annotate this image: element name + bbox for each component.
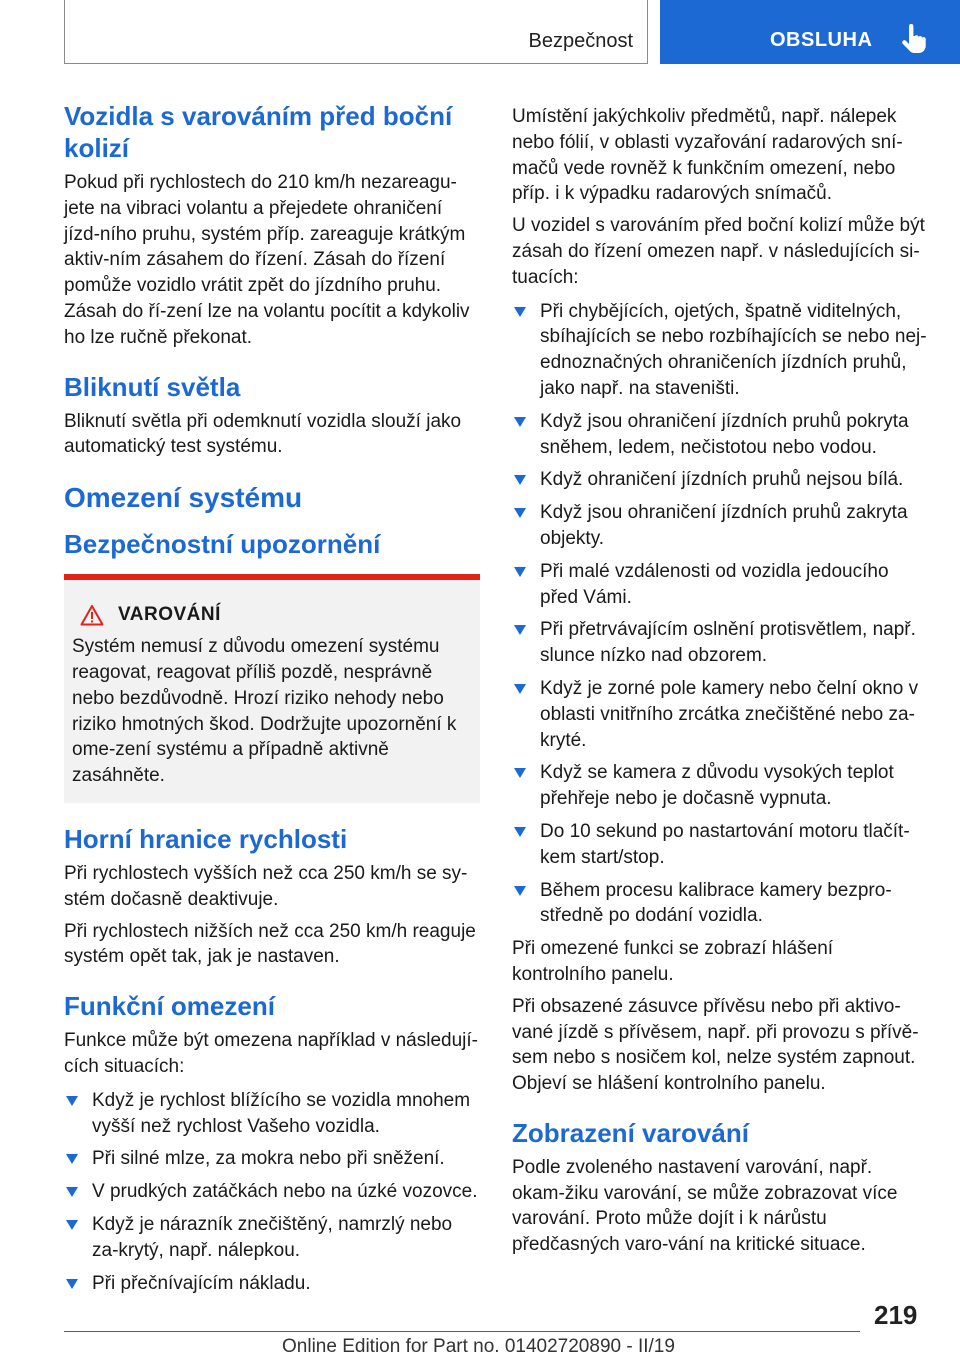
bullet-triangle-icon (514, 625, 526, 635)
list-item (64, 1179, 480, 1205)
list-item-text: Když se kamera z důvodu vysokých teplot přehřeje nebo je dočasně vypnuta. (540, 762, 894, 810)
list-item-text: Při přečnívajícím nákladu. (92, 1272, 311, 1294)
list-item (512, 617, 928, 669)
list-item (64, 1212, 480, 1264)
paragraph-flash: Bliknutí světla při odemknutí vozidla slouží jako automatický test systému. (64, 410, 462, 458)
heading-warning-display: Zobrazení varování (512, 1117, 749, 1148)
steering-limits-list (512, 299, 928, 930)
list-item (64, 1088, 480, 1140)
bullet-triangle-icon (514, 886, 526, 896)
bullet-triangle-icon (66, 1154, 78, 1164)
bullet-triangle-icon (514, 684, 526, 694)
list-item (64, 1146, 480, 1172)
bullet-triangle-icon (514, 508, 526, 518)
bullet-triangle-icon (66, 1220, 78, 1230)
header-tab-label: OBSLUHA (770, 29, 873, 51)
bullet-triangle-icon (514, 567, 526, 577)
paragraph-warning-display: Podle zvoleného nastavení varování, např. okam‐žiku varování, se může zobrazovat více varování. Proto může dojít i k nárůstu předčasných varo‐vání na kritické situace. (512, 1156, 898, 1256)
bullet-triangle-icon (66, 1187, 78, 1197)
list-item-text: V prudkých zatáčkách nebo na úzké vozovce. (92, 1181, 478, 1203)
heading-flash: Bliknutí světla (64, 371, 241, 402)
list-item (512, 676, 928, 753)
list-item-text: Při chybějících, ojetých, špatně viditelných, sbíhajících se nebo rozbíhajících se nebo nej‐ednoznačných ohraničeních jízdních pruhů, jako např. na staveništi. (540, 300, 927, 399)
bullet-triangle-icon (514, 307, 526, 317)
bullet-triangle-icon (514, 417, 526, 427)
hand-pointer-icon (900, 24, 926, 54)
paragraph-limited-function: Při omezené funkci se zobrazí hlášení kontrolního panelu. (512, 938, 834, 985)
heading-speed-limit: Horní hranice rychlosti (64, 823, 348, 854)
list-item-text: Při přetrvávajícím oslnění protisvětlem, např. slunce nízko nad obzorem. (540, 619, 916, 667)
list-item-text: Když jsou ohraničení jízdních pruhů zakryta objekty. (540, 502, 908, 549)
heading-side-collision: Vozidla s varováním před boční kolizí (64, 101, 453, 163)
paragraph-side-collision: Pokud při rychlostech do 210 km/h nezareagu‐jete na vibraci volantu a přejedete ohraničení jízd‐ního pruhu, systém příp. zareaguje krátkým aktiv‐ním zásahem do řízení. Zásah do řízení pomůže vozidlo vrátit zpět do jízdního pruhu. Zásah do ří‐zení lze na volantu pocítit a kdykoliv ho lze ručně překonat. (64, 172, 470, 348)
footer-edition: Online Edition for Part no. 01402720890 - II/19 (282, 1336, 675, 1357)
warning-title-row (72, 604, 472, 626)
list-item-text: Do 10 sekund po nastartování motoru tlačít‐kem start/stop. (540, 820, 910, 868)
page-number: 219 (874, 1300, 918, 1330)
list-item (512, 760, 928, 812)
list-item (512, 299, 928, 402)
heading-functional-limits: Funkční omezení (64, 991, 275, 1022)
bullet-triangle-icon (514, 768, 526, 778)
bullet-triangle-icon (66, 1096, 78, 1106)
warning-box (64, 574, 480, 803)
header-section-title: Bezpečnost (528, 30, 633, 52)
list-item (512, 878, 928, 930)
list-item-text: Když je rychlost blížícího se vozidla mnohem vyšší než rychlost Vašeho vozidla. (92, 1089, 471, 1137)
list-item-text: Při malé vzdálenosti od vozidla jedoucího před Vámi. (540, 560, 889, 608)
footer-divider (64, 1331, 860, 1332)
list-item-text: Když je zorné pole kamery nebo čelní okno v oblasti vnitřního zrcátka znečištěné nebo za‐kryté. (540, 677, 919, 751)
paragraph-steering-limited: U vozidel s varováním před boční kolizí může být zásah do řízení omezen např. v následujících si‐tuacích: (512, 215, 925, 288)
list-item (512, 500, 928, 552)
list-item (512, 819, 928, 871)
bullet-triangle-icon (514, 827, 526, 837)
list-item-text: Při silné mlze, za mokra nebo při sněžení. (92, 1148, 445, 1170)
list-item-text: Během procesu kalibrace kamery bezpro‐středně po dodání vozidla. (540, 879, 892, 927)
paragraph-functional-limits: Funkce může být omezena například v následují‐cích situacích: (64, 1030, 478, 1077)
bullet-triangle-icon (514, 475, 526, 485)
paragraph-speed-1: Při rychlostech vyšších než cca 250 km/h se sy‐stém dočasně deaktivuje. (64, 862, 468, 910)
heading-safety-notes: Bezpečnostní upozornění (64, 529, 381, 560)
list-item (512, 559, 928, 611)
bullet-triangle-icon (66, 1279, 78, 1289)
list-item (64, 1271, 480, 1297)
left-column (64, 100, 480, 1303)
paragraph-trailer: Při obsazené zásuvce přívěsu nebo při aktivo‐vané jízdě s přívěsem, např. při provozu s přívě‐sem nebo s nosičem kol, nelze systém zapnout. Objeví se hlášení kontrolního panelu. (512, 995, 919, 1095)
functional-limits-list (64, 1088, 480, 1297)
paragraph-speed-2: Při rychlostech nižších než cca 250 km/h reaguje systém opět tak, jak je nastaven. (64, 920, 476, 968)
list-item-text: Když ohraničení jízdních pruhů nejsou bílá. (540, 469, 904, 491)
list-item (512, 409, 928, 461)
paragraph-objects: Umístění jakýchkoliv předmětů, např. nálepek nebo fólií, v oblasti vyzařování radarových sní‐mačů vede rovněž k funkčním omezení, nebo příp. i k výpadku radarových snímačů. (512, 106, 903, 205)
right-column (512, 100, 928, 1258)
warning-triangle-icon (80, 604, 104, 626)
heading-system-limits: Omezení systému (64, 482, 303, 514)
list-item (512, 467, 928, 493)
list-item-text: Když je nárazník znečištěný, namrzlý nebo za‐krytý, např. nálepkou. (92, 1213, 453, 1261)
header-tab-obsluha[interactable] (660, 0, 960, 64)
header-section-box (64, 0, 648, 64)
list-item-text: Když jsou ohraničení jízdních pruhů pokryta sněhem, ledem, nečistotou nebo vodou. (540, 410, 909, 458)
warning-text: Systém nemusí z důvodu omezení systému reagovat, reagovat příliš pozdě, nesprávně nebo bezdůvodně. Hrozí riziko nehody nebo riziko hmotných škod. Dodržujte upozornění k ome‐zení systému a případně aktivně zasáhněte. (72, 636, 457, 787)
warning-title: VAROVÁNÍ (118, 604, 221, 626)
